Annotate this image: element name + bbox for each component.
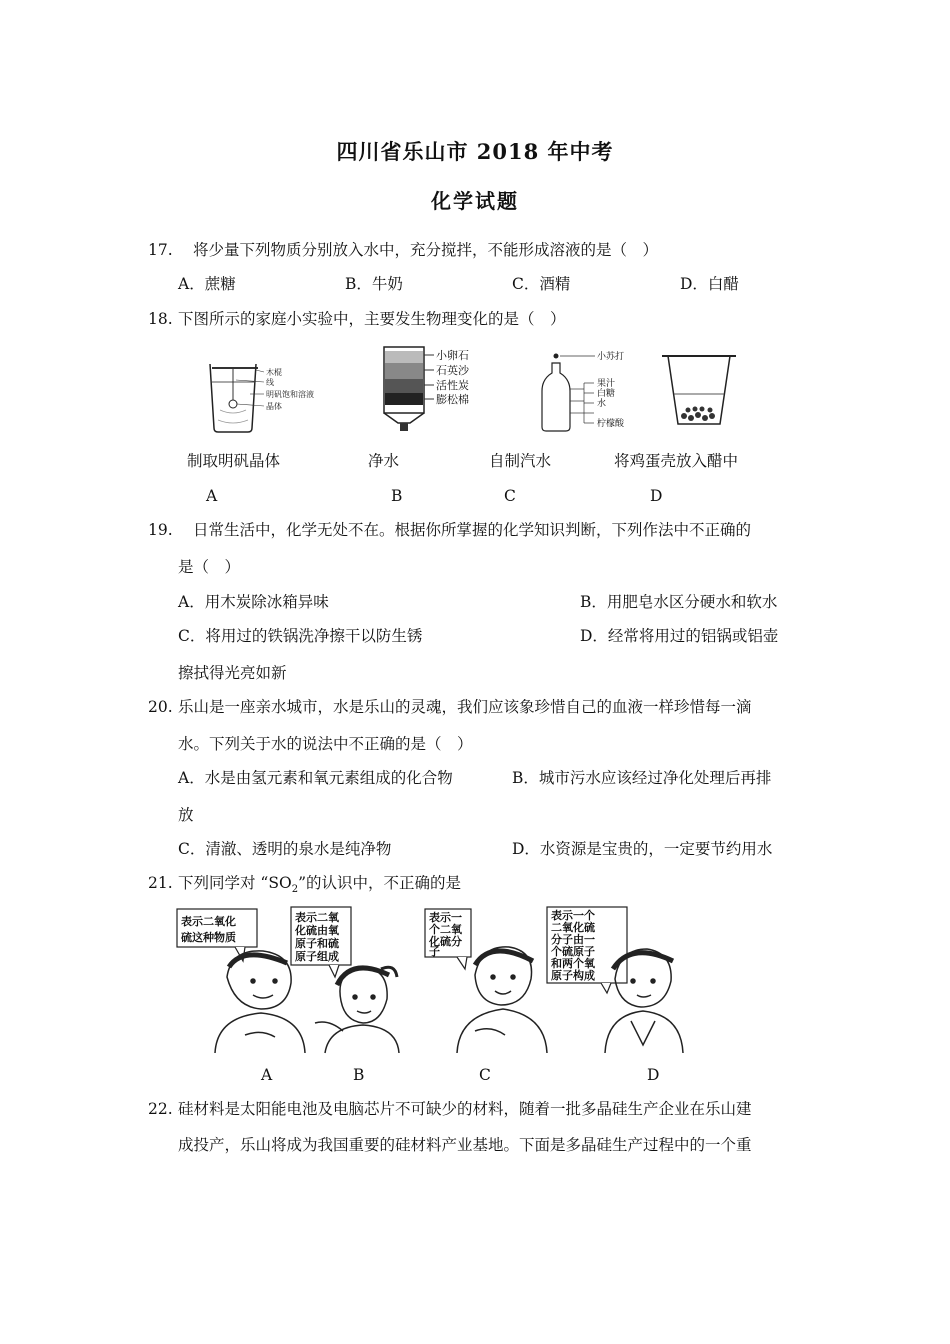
q20-option-c: C．清澈、透明的泉水是纯净物 — [178, 840, 392, 858]
q20-number: 20. — [148, 698, 173, 716]
q20-option-a: A．水是由氢元素和氧元素组成的化合物 — [178, 769, 453, 787]
exam-subtitle: 化学试题 — [431, 189, 519, 213]
fig-b-label-pebbles: 小卵石 — [436, 349, 469, 362]
bubble-b-line1: 表示二氧 — [295, 911, 339, 924]
q21-letter-b: B — [353, 1066, 365, 1084]
q17-option-d: D．白醋 — [680, 275, 739, 293]
q17-number: 17. — [148, 241, 173, 259]
bubble-c-line2: 个二氧 — [429, 923, 462, 936]
q20-option-b: B．城市污水应该经过净化处理后再排 — [512, 769, 772, 787]
q21-number: 21. — [148, 874, 173, 892]
q18-letter-d: D — [650, 487, 663, 505]
fig-a-label-crystal: 晶体 — [266, 402, 282, 411]
bubble-a-line2: 硫这种物质 — [181, 931, 236, 944]
student-c-figure — [457, 947, 547, 1053]
q19-stem-line2: 是（ ） — [178, 558, 241, 576]
fig-c-label-juice: 果汁 — [597, 379, 616, 389]
q21-letter-d: D — [647, 1066, 660, 1084]
student-d-figure — [605, 949, 683, 1053]
bubble-a-line1: 表示二氧化 — [181, 915, 236, 928]
q18-caption-a: 制取明矾晶体 — [187, 452, 281, 470]
bubble-c-line4: 子 — [429, 945, 440, 958]
q19-option-b: B．用肥皂水区分硬水和软水 — [580, 593, 778, 611]
q18-letter-c: C — [504, 487, 516, 505]
q18-letter-b: B — [391, 487, 403, 505]
q18-number: 18. — [148, 310, 173, 328]
q19-option-d-cont: 擦拭得光亮如新 — [178, 664, 287, 682]
q20-option-b-cont: 放 — [178, 806, 194, 824]
student-a-figure — [215, 951, 305, 1053]
fig-a-label-stick: 木棍 — [266, 368, 282, 377]
bubble-b-line4: 原子组成 — [295, 950, 339, 963]
fig-c-label-sugar: 白糖 — [597, 389, 616, 399]
fig-b-label-carbon: 活性炭 — [436, 379, 469, 392]
fig-a-label-thread: 线 — [266, 378, 274, 387]
q18-stem: 下图所示的家庭小实验中，主要发生物理变化的是（ ） — [178, 310, 566, 328]
fig-b-label-cotton: 膨松棉 — [436, 393, 469, 406]
fig-c-label-water: 水 — [597, 399, 607, 409]
q19-number: 19. — [148, 521, 173, 539]
q17-stem: 将少量下列物质分别放入水中，充分搅拌，不能形成溶液的是（ ） — [193, 241, 659, 259]
fig-c-label-citric-acid: 柠檬酸 — [597, 419, 625, 429]
soda-bottle-figure — [540, 347, 660, 435]
q21-letter-c: C — [479, 1066, 491, 1084]
q22-number: 22. — [148, 1100, 173, 1118]
q19-stem-line1: 日常生活中，化学无处不在。根据你所掌握的化学知识判断，下列作法中不正确的 — [193, 521, 752, 539]
q18-caption-d: 将鸡蛋壳放入醋中 — [614, 452, 739, 470]
q21-letter-a: A — [261, 1066, 273, 1084]
eggshell-vinegar-figure — [660, 352, 740, 432]
q17-option-c: C．酒精 — [512, 275, 571, 293]
bubble-d-line5: 和两个氧 — [551, 957, 595, 970]
bubble-d-line3: 分子由一 — [551, 933, 595, 946]
q21-stem-pre: 下列同学对 “SO — [178, 874, 292, 892]
q18-letter-a: A — [206, 487, 218, 505]
q18-caption-b: 净水 — [368, 452, 400, 470]
fig-a-label-solution: 明矾饱和溶液 — [266, 390, 314, 399]
bubble-d-line6: 原子构成 — [551, 969, 595, 982]
so2-students-cartoon — [175, 905, 805, 1055]
bubble-d-line1: 表示一个 — [551, 909, 595, 922]
q22-line2: 成投产，乐山将成为我国重要的硅材料产业基地。下面是多晶硅生产过程中的一个重 — [178, 1136, 752, 1154]
q20-stem-line1: 乐山是一座亲水城市，水是乐山的灵魂，我们应该象珍惜自己的血液一样珍惜每一滴 — [178, 698, 752, 716]
water-filter-figure — [378, 343, 488, 435]
fig-c-label-baking-soda: 小苏打 — [597, 352, 625, 362]
bubble-b-line3: 原子和硫 — [295, 937, 339, 950]
bubble-c-line1: 表示一 — [429, 911, 462, 924]
fig-b-label-quartz: 石英沙 — [436, 364, 469, 377]
q18-caption-c: 自制汽水 — [489, 452, 552, 470]
bubble-b-line2: 化硫由氧 — [295, 924, 339, 937]
bubble-d-line2: 二氧化硫 — [551, 921, 595, 934]
alum-crystal-figure — [200, 350, 325, 435]
student-b-figure — [315, 967, 399, 1053]
q21-stem — [178, 873, 461, 900]
q22-line1: 硅材料是太阳能电池及电脑芯片不可缺少的材料，随着一批多晶硅生产企业在乐山建 — [178, 1100, 752, 1118]
exam-title: 四川省乐山市 2018 年中考 — [336, 139, 614, 164]
q19-option-d: D．经常将用过的铝锅或铝壶 — [580, 627, 779, 645]
q21-stem-post: ”的认识中，不正确的是 — [298, 874, 461, 892]
bubble-c-line3: 化硫分 — [429, 935, 462, 948]
q20-option-d: D．水资源是宝贵的，一定要节约用水 — [512, 840, 773, 858]
q17-option-a: A．蔗糖 — [178, 275, 236, 293]
q19-option-c: C．将用过的铁锅洗净擦干以防生锈 — [178, 627, 423, 645]
q19-option-a: A．用木炭除冰箱异味 — [178, 593, 329, 611]
q17-option-b: B．牛奶 — [345, 275, 403, 293]
bubble-d-line4: 个硫原子 — [551, 945, 595, 958]
q20-stem-line2: 水。下列关于水的说法中不正确的是（ ） — [178, 735, 473, 753]
q21-stem-sub: 2 — [291, 884, 299, 896]
